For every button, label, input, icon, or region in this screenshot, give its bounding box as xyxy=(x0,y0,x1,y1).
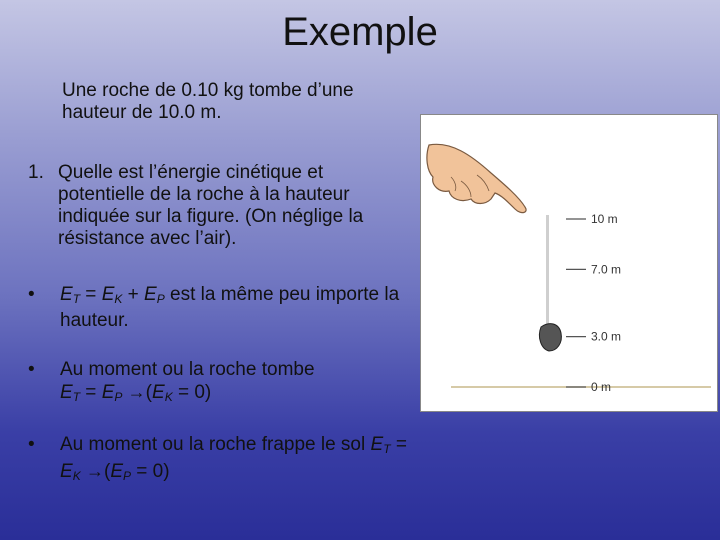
question-text: Quelle est l’énergie cinétique et potentielle de la roche à la hauteur indiquée sur la figure. (On néglige la résistance avec l’air). xyxy=(58,162,364,249)
height-label: 0 m xyxy=(591,380,612,394)
figure-svg xyxy=(421,115,717,411)
bullet-dot: • xyxy=(28,284,35,305)
height-label: 7.0 m xyxy=(591,262,622,277)
rock-icon xyxy=(539,324,561,351)
subscript-p: P xyxy=(156,292,165,306)
bullet-rock-hits-ground: • Au moment ou la roche frappe le sol $E_T = E_K \to(E_P = 0)$ xyxy=(28,434,407,483)
question-1 xyxy=(28,162,398,250)
falling-rock-figure xyxy=(420,114,718,412)
hand-icon xyxy=(427,144,526,212)
height-label: 3.0 m xyxy=(591,329,622,344)
symbol-e: E xyxy=(60,284,73,305)
intro-text: Une roche de 0.10 kg tombe d’une hauteur de 10.0 m. xyxy=(62,80,354,123)
arrow-icon: → xyxy=(85,461,104,481)
equals: = xyxy=(80,284,102,305)
height-label: 10 m xyxy=(591,212,618,226)
bullet-energy-conservation xyxy=(28,284,408,332)
bullet-2-text: Au moment ou la roche tombe xyxy=(60,359,315,380)
bullet-dot: • xyxy=(28,359,35,380)
subscript-k: K xyxy=(114,292,123,306)
slide-title: Exemple xyxy=(282,10,438,54)
question-number: 1. xyxy=(28,162,44,183)
subscript-t: T xyxy=(72,292,81,306)
bullet-rock-falls: • Au moment ou la roche tombe $E_T = E_P \to(E_K = 0)$ xyxy=(28,359,315,404)
plus: + xyxy=(122,284,145,305)
symbol-e: E xyxy=(101,284,115,305)
arrow-icon: → xyxy=(127,382,146,402)
bullet-dot: • xyxy=(28,434,35,455)
symbol-e: E xyxy=(144,284,157,305)
bullet-1-rest: est la même peu importe la hauteur. xyxy=(60,284,400,331)
motion-streak xyxy=(546,215,549,325)
bullet-3-text: Au moment ou la roche frappe le sol xyxy=(60,434,371,455)
